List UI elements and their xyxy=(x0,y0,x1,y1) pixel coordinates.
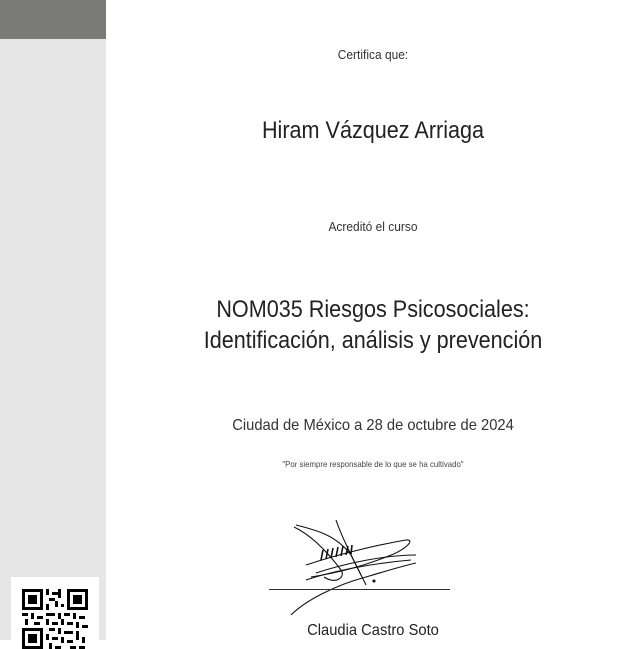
qr-code-container xyxy=(11,577,99,640)
certificate-body xyxy=(106,0,640,640)
signature-line xyxy=(269,589,450,590)
place-and-date: Ciudad de México a 28 de octubre de 2024 xyxy=(232,417,514,434)
sidebar-panel xyxy=(0,0,106,640)
sidebar-header-block xyxy=(0,0,106,39)
course-title xyxy=(133,294,614,356)
certifies-label: Certifica que: xyxy=(337,47,409,62)
course-title-line-2: Identificación, análisis y prevención xyxy=(203,327,543,354)
motto: "Por siempre responsable de lo que se ha cultivado" xyxy=(282,459,464,469)
recipient-name: Hiram Vázquez Arriaga xyxy=(261,117,485,144)
signer-name: Claudia Castro Soto xyxy=(307,622,439,639)
course-title-line-1: NOM035 Riesgos Psicosociales: xyxy=(216,296,530,323)
handwritten-signature-icon xyxy=(266,515,436,615)
accredited-label: Acreditó el curso xyxy=(328,219,418,234)
qr-code-icon xyxy=(22,589,88,649)
